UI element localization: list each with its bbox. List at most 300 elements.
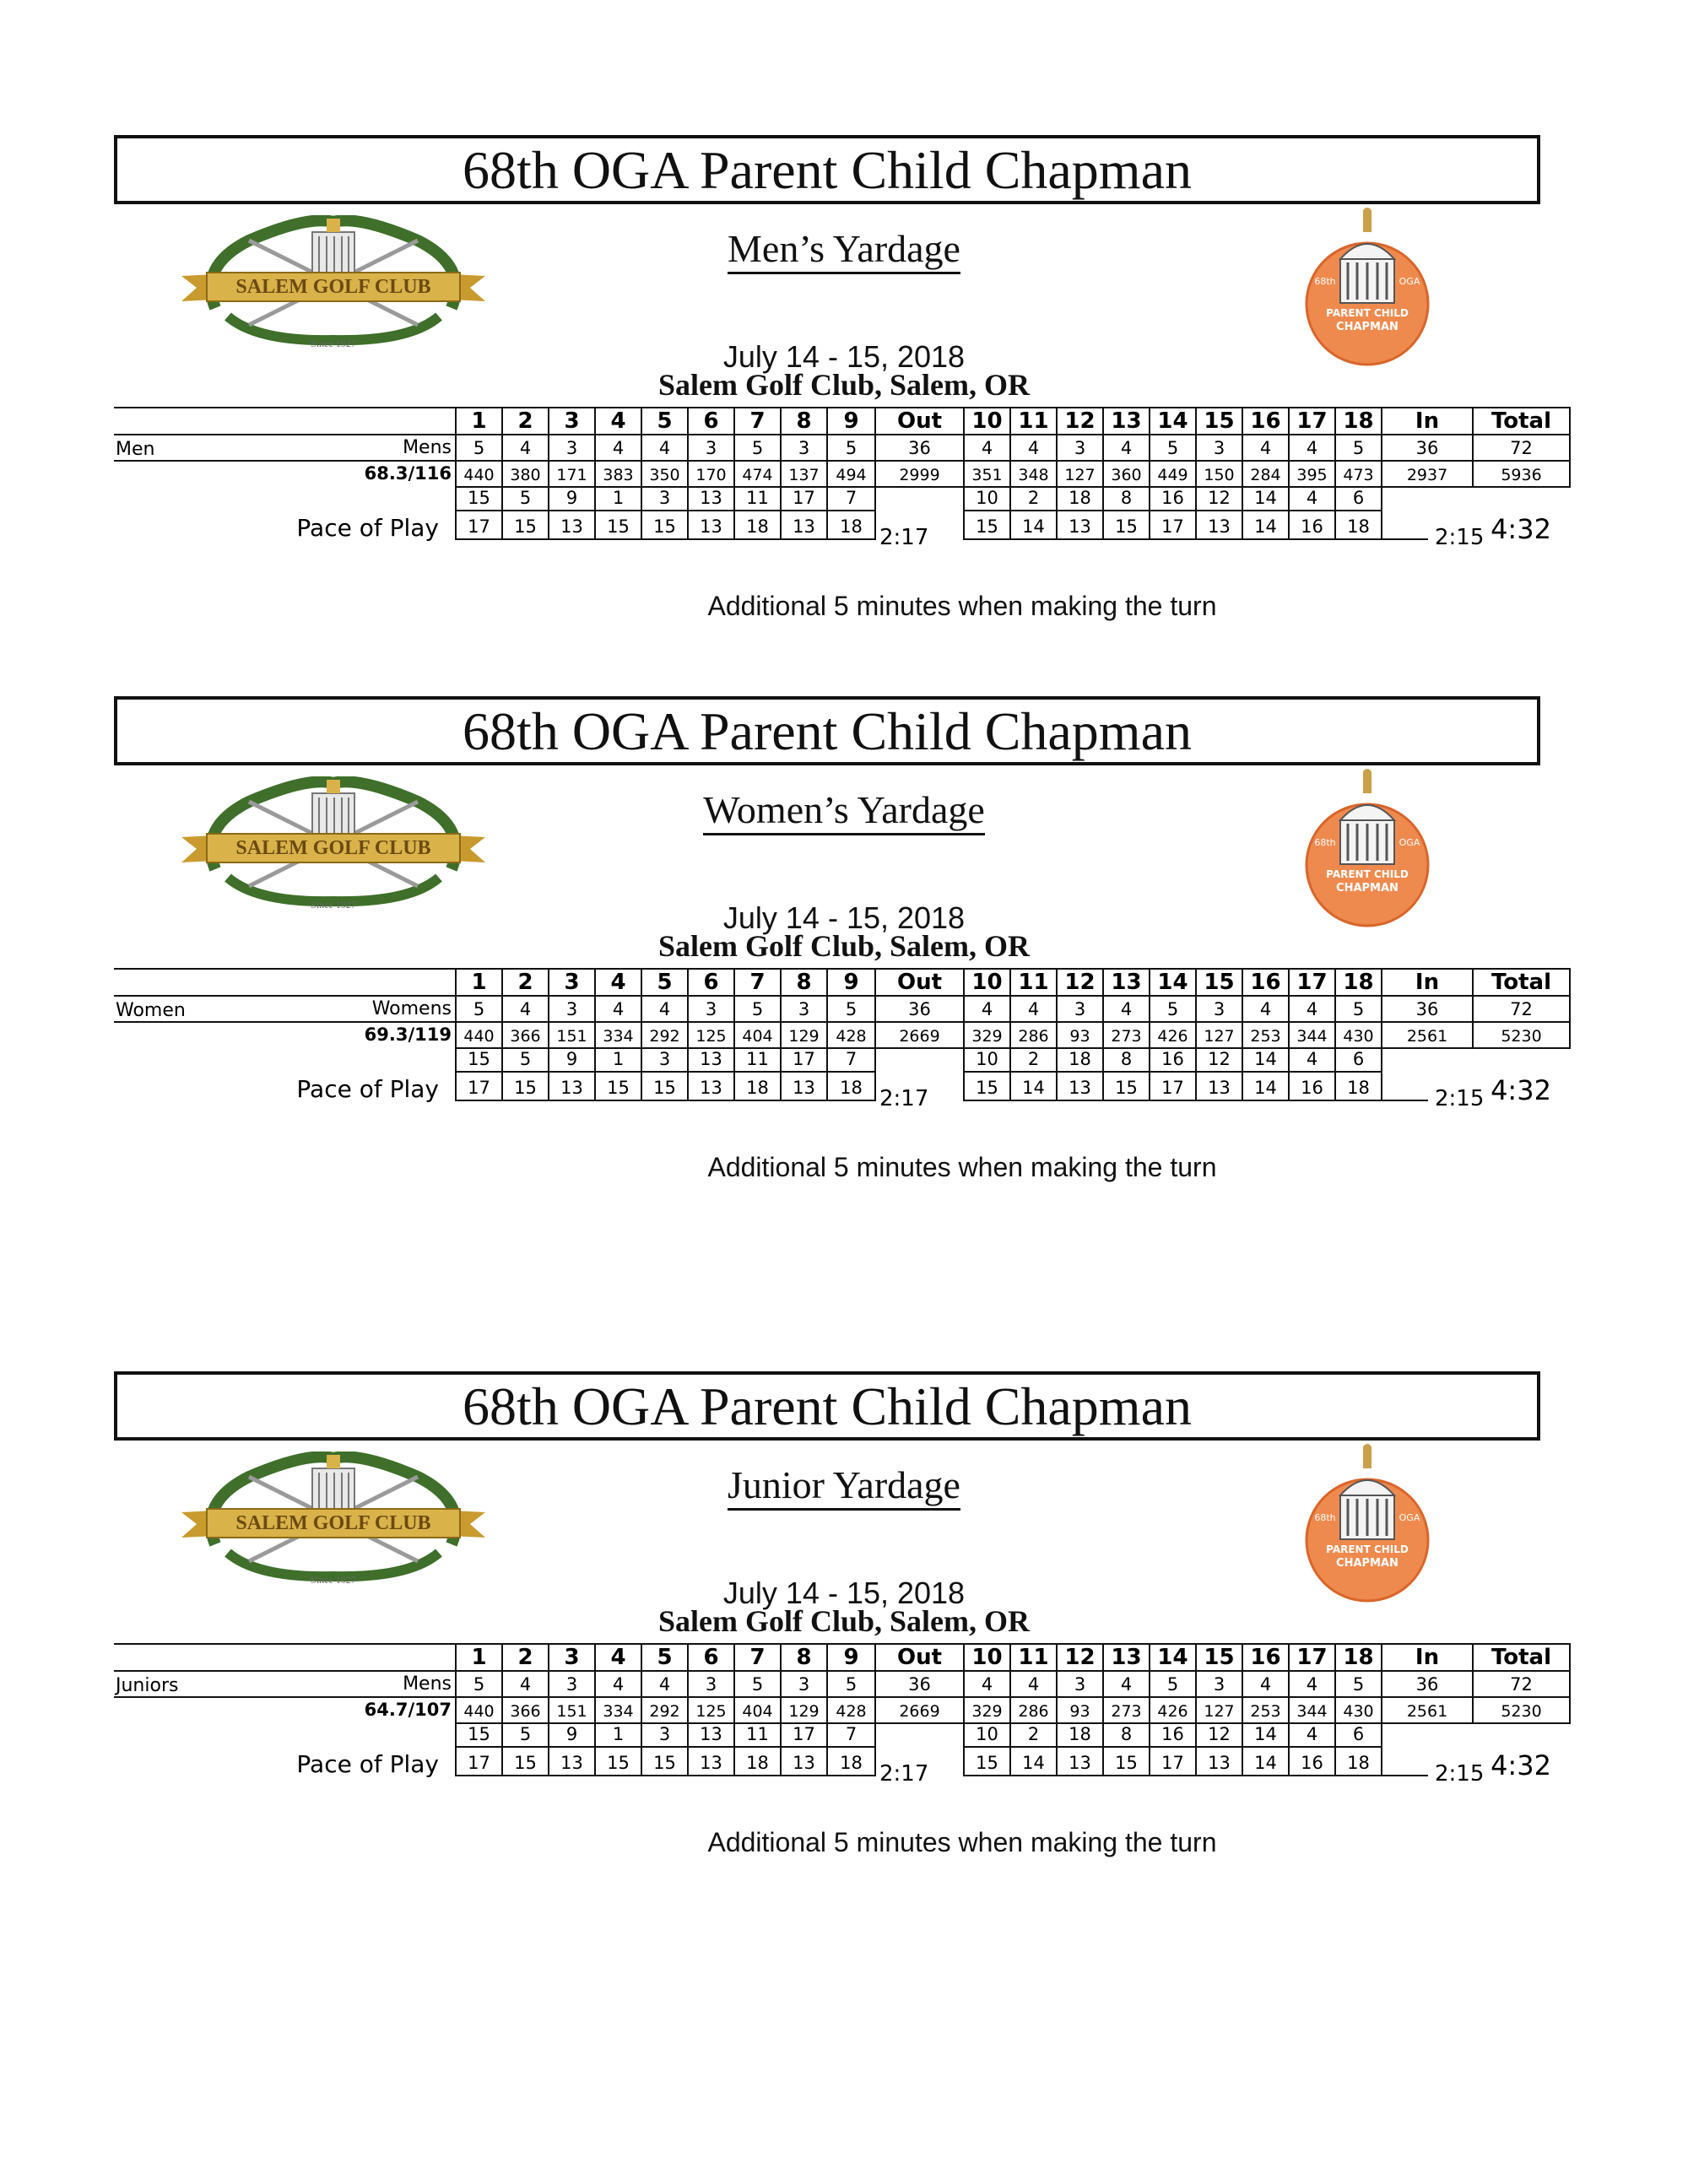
par-row-left-label: Women	[116, 1000, 186, 1021]
yardage-cell: 127	[1064, 466, 1096, 484]
par-cell: 5	[751, 1674, 764, 1695]
par-cell: 5	[751, 438, 764, 458]
pace-cell: 13	[1208, 1078, 1231, 1098]
pace-cell: 15	[653, 1078, 676, 1098]
yardage-cell: 348	[1018, 466, 1049, 484]
yardage-cell: 253	[1250, 1702, 1281, 1721]
par-cell: 72	[1510, 999, 1533, 1019]
pace-cell: 16	[1301, 516, 1323, 537]
pace-cell: 18	[1347, 1078, 1370, 1098]
yardage-section-junior	[0, 1371, 1688, 2030]
logo-since: Since 1927	[311, 1574, 356, 1586]
pace-cell: 15	[976, 1078, 998, 1098]
hole-header-cell: 17	[1296, 970, 1328, 995]
yardage-cell: 93	[1069, 1702, 1090, 1721]
yardage-cell: 2561	[1406, 1702, 1448, 1721]
par-cell: 5	[473, 1674, 485, 1695]
par-cell: 4	[981, 438, 993, 458]
page-title: 68th OGA Parent Child Chapman	[114, 696, 1540, 765]
hole-header-cell: 11	[1018, 1645, 1049, 1670]
par-cell: 36	[1415, 438, 1439, 458]
par-cell: 5	[845, 438, 858, 458]
handicap-cell: 10	[976, 488, 998, 508]
handicap-cell: 6	[1352, 1049, 1365, 1069]
subtitle-text: Junior Yardage	[728, 1463, 960, 1511]
par-cell: 3	[1074, 1674, 1086, 1695]
yardage-cell: 334	[603, 1702, 634, 1721]
pace-cell: 14	[1022, 516, 1045, 537]
yardage-cell: 170	[695, 466, 727, 484]
logo-since: Since 1927	[311, 899, 356, 911]
pace-cell: 13	[560, 1753, 583, 1773]
yardage-cell: 253	[1250, 1027, 1281, 1046]
turn-note: Additional 5 minutes when making the turn	[707, 1827, 1217, 1857]
par-cell: 5	[845, 1674, 858, 1695]
handicap-cell: 8	[1120, 1724, 1133, 1744]
handicap-cell: 5	[519, 488, 532, 508]
yardage-cell: 474	[742, 466, 773, 484]
par-cell: 36	[1415, 999, 1439, 1019]
pace-cell: 18	[840, 1753, 863, 1773]
pace-cell: 15	[653, 516, 676, 537]
par-cell: 5	[1352, 1674, 1365, 1695]
handicap-cell: 11	[746, 488, 769, 508]
yardage-cell: 150	[1204, 466, 1235, 484]
par-cell: 72	[1510, 1674, 1533, 1695]
pace-in-time: 2:15	[1435, 1761, 1485, 1787]
pace-cell: 15	[976, 1753, 998, 1773]
hole-header-cell: 13	[1111, 1645, 1142, 1670]
par-cell: 4	[1259, 999, 1272, 1019]
hole-header-cell: 13	[1111, 970, 1142, 995]
event-date: July 14 - 15, 2018	[722, 900, 966, 935]
pace-of-play-label: Pace of Play	[296, 514, 439, 542]
logo-chapman: CHAPMAN	[1336, 321, 1399, 333]
yardage-cell: 430	[1343, 1027, 1374, 1046]
hole-header-cell: 10	[971, 1645, 1003, 1670]
handicap-cell: 4	[1306, 488, 1318, 508]
handicap-cell: 16	[1161, 1049, 1184, 1069]
par-cell: 4	[1027, 999, 1040, 1019]
handicap-cell: 1	[612, 488, 625, 508]
par-row-label: Mens	[403, 1673, 452, 1695]
pace-of-play-label: Pace of Play	[296, 1750, 439, 1778]
hole-header-cell: 15	[1204, 970, 1235, 995]
event-date: July 14 - 15, 2018	[722, 1576, 966, 1610]
section-subtitle	[506, 1462, 1182, 1507]
hole-header-cell: Out	[896, 970, 943, 995]
pace-cell: 13	[560, 516, 583, 537]
handicap-cell: 18	[1069, 1724, 1091, 1744]
hole-header-cell: 14	[1157, 408, 1188, 434]
yardage-cell: 2669	[899, 1702, 940, 1721]
hole-header-cell: 2	[517, 970, 533, 995]
par-cell: 4	[658, 1674, 671, 1695]
logo-parent-child: PARENT CHILD	[1326, 307, 1409, 319]
yardage-cell: 151	[556, 1702, 587, 1721]
hole-header-cell: 5	[657, 408, 673, 434]
par-cell: 4	[1306, 999, 1318, 1019]
par-cell: 3	[1074, 438, 1086, 458]
hole-header-cell: 6	[703, 408, 719, 434]
par-cell: 3	[1074, 999, 1086, 1019]
yardage-cell: 404	[742, 1702, 773, 1721]
par-cell: 5	[1166, 1674, 1179, 1695]
hole-header-cell: 3	[564, 970, 580, 995]
handicap-cell: 11	[746, 1724, 769, 1744]
yardage-cell: 380	[510, 466, 541, 484]
yardage-cell: 2561	[1406, 1027, 1448, 1046]
par-cell: 3	[1213, 1674, 1225, 1695]
logo-chapman: CHAPMAN	[1336, 1557, 1399, 1570]
pace-cell: 14	[1254, 1078, 1277, 1098]
pace-cell: 13	[793, 1753, 815, 1773]
pace-cell: 16	[1301, 1753, 1323, 1773]
par-cell: 36	[1415, 1674, 1439, 1695]
handicap-cell: 9	[565, 1724, 578, 1744]
handicap-cell: 10	[976, 1724, 998, 1744]
yardage-cell: 286	[1018, 1027, 1049, 1046]
yardage-cell: 360	[1111, 466, 1142, 484]
par-row-left-label: Juniors	[116, 1675, 179, 1696]
yardage-cell: 344	[1296, 1702, 1328, 1721]
hole-header-cell: In	[1415, 1645, 1440, 1670]
salem-golf-club-logo	[181, 215, 485, 350]
hole-header-cell: 15	[1204, 1645, 1235, 1670]
handicap-cell: 18	[1069, 1049, 1091, 1069]
handicap-cell: 6	[1352, 488, 1365, 508]
par-cell: 5	[473, 438, 485, 458]
hole-header-cell: 3	[564, 408, 580, 434]
hole-header-cell: 6	[703, 970, 719, 995]
logo-parent-child: PARENT CHILD	[1326, 868, 1409, 880]
hole-header-cell: 1	[471, 408, 487, 434]
handicap-cell: 7	[845, 1049, 858, 1069]
handicap-cell: 17	[793, 1724, 815, 1744]
par-cell: 5	[845, 999, 858, 1019]
pace-cell: 15	[607, 1753, 630, 1773]
yardage-cell: 5230	[1501, 1027, 1542, 1046]
pace-cell: 13	[1208, 516, 1231, 537]
yardage-cell: 430	[1343, 1702, 1374, 1721]
yardage-cell: 426	[1157, 1027, 1188, 1046]
hole-header-cell: 10	[971, 408, 1003, 434]
yardage-cell: 127	[1204, 1027, 1235, 1046]
logo-chapman: CHAPMAN	[1336, 882, 1399, 895]
par-row-label: Womens	[371, 998, 452, 1019]
par-cell: 4	[519, 1674, 532, 1695]
hole-header-cell: 2	[517, 408, 533, 434]
hole-header-cell: 5	[657, 1645, 673, 1670]
handicap-cell: 16	[1161, 488, 1184, 508]
logo-since: Since 1927	[311, 338, 356, 349]
logo-text: SALEM GOLF CLUB	[235, 1512, 431, 1534]
handicap-cell: 14	[1254, 1724, 1277, 1744]
par-cell: 3	[798, 438, 810, 458]
oga-parent-child-chapman-logo	[1291, 768, 1443, 928]
logo-parent-child: PARENT CHILD	[1326, 1543, 1409, 1555]
event-venue: Salem Golf Club, Salem, OR	[657, 929, 1030, 963]
par-cell: 4	[658, 999, 671, 1019]
hole-header-cell: 3	[564, 1645, 580, 1670]
pace-cell: 15	[514, 1753, 537, 1773]
par-cell: 4	[519, 999, 532, 1019]
handicap-cell: 18	[1069, 488, 1091, 508]
handicap-cell: 16	[1161, 1724, 1184, 1744]
pace-of-play-label: Pace of Play	[296, 1075, 439, 1103]
par-cell: 3	[705, 438, 717, 458]
par-cell: 5	[473, 999, 485, 1019]
hole-header-cell: 1	[471, 970, 487, 995]
yardage-cell: 286	[1018, 1702, 1049, 1721]
turn-note: Additional 5 minutes when making the turn	[707, 591, 1217, 621]
pace-cell: 13	[560, 1078, 583, 1098]
hole-header-cell: 9	[843, 970, 859, 995]
par-cell: 5	[1166, 438, 1179, 458]
pace-cell: 13	[793, 1078, 815, 1098]
par-cell: 36	[908, 999, 931, 1019]
handicap-cell: 15	[468, 488, 490, 508]
yardage-cell: 366	[510, 1027, 541, 1046]
par-cell: 4	[1259, 438, 1272, 458]
section-subtitle	[506, 226, 1182, 271]
yardage-cell: 428	[836, 1027, 867, 1046]
handicap-cell: 1	[612, 1049, 625, 1069]
handicap-cell: 2	[1027, 1724, 1040, 1744]
handicap-cell: 13	[700, 1724, 722, 1744]
handicap-cell: 3	[658, 1049, 671, 1069]
hole-header-cell: 12	[1064, 970, 1096, 995]
yardage-cell: 473	[1343, 466, 1374, 484]
yardage-cell: 292	[649, 1027, 680, 1046]
par-cell: 3	[1213, 438, 1225, 458]
pace-cell: 15	[514, 516, 537, 537]
pace-cell: 15	[607, 1078, 630, 1098]
handicap-cell: 7	[845, 1724, 858, 1744]
yardage-cell: 129	[788, 1702, 820, 1721]
yardage-cell: 440	[463, 466, 495, 484]
pace-cell: 15	[1115, 1753, 1138, 1773]
yardage-cell: 426	[1157, 1702, 1188, 1721]
yardage-cell: 284	[1250, 466, 1281, 484]
pace-cell: 13	[700, 516, 722, 537]
yardage-cell: 137	[788, 466, 820, 484]
pace-cell: 16	[1301, 1078, 1323, 1098]
yardage-cell: 171	[556, 466, 587, 484]
par-cell: 4	[1306, 1674, 1318, 1695]
par-cell: 3	[705, 1674, 717, 1695]
handicap-cell: 17	[793, 1049, 815, 1069]
handicap-cell: 6	[1352, 1724, 1365, 1744]
pace-in-time: 2:15	[1435, 525, 1485, 550]
handicap-cell: 3	[658, 488, 671, 508]
par-cell: 5	[751, 999, 764, 1019]
par-cell: 5	[1352, 438, 1365, 458]
handicap-cell: 12	[1208, 488, 1231, 508]
handicap-cell: 15	[468, 1049, 490, 1069]
par-cell: 5	[1352, 999, 1365, 1019]
hole-header-cell: 2	[517, 1645, 533, 1670]
handicap-cell: 2	[1027, 488, 1040, 508]
par-cell: 72	[1510, 438, 1533, 458]
oga-parent-child-chapman-logo	[1291, 207, 1443, 367]
hole-header-cell: 9	[843, 408, 859, 434]
yardage-cell: 2669	[899, 1027, 940, 1046]
hole-header-cell: 12	[1064, 1645, 1096, 1670]
par-cell: 4	[612, 999, 625, 1019]
hole-header-cell: 14	[1157, 970, 1188, 995]
pace-cell: 18	[746, 1753, 769, 1773]
pace-cell: 13	[1069, 516, 1091, 537]
handicap-cell: 5	[519, 1049, 532, 1069]
yardage-cell: 292	[649, 1702, 680, 1721]
oga-parent-child-chapman-logo	[1291, 1443, 1443, 1603]
hole-header-cell: 16	[1250, 970, 1281, 995]
pace-cell: 15	[514, 1078, 537, 1098]
hole-header-cell: 13	[1111, 408, 1142, 434]
hole-header-cell: Total	[1491, 1645, 1552, 1670]
yardage-cell: 428	[836, 1702, 867, 1721]
pace-cell: 17	[468, 516, 490, 537]
hole-header-cell: 8	[796, 408, 812, 434]
yardage-cell: 350	[649, 466, 680, 484]
pace-cell: 13	[1208, 1753, 1231, 1773]
logo-text: SALEM GOLF CLUB	[235, 276, 431, 298]
hole-header-cell: 1	[471, 1645, 487, 1670]
yardage-cell: 329	[971, 1702, 1003, 1721]
par-cell: 4	[1027, 438, 1040, 458]
par-cell: 5	[1166, 999, 1179, 1019]
handicap-cell: 12	[1208, 1724, 1231, 1744]
par-row-label: Mens	[403, 437, 452, 458]
par-cell: 3	[565, 1674, 578, 1695]
par-cell: 36	[908, 438, 931, 458]
par-cell: 4	[1120, 438, 1133, 458]
subtitle-text: Women’s Yardage	[703, 788, 985, 835]
yardage-cell: 395	[1296, 466, 1328, 484]
par-cell: 3	[1213, 999, 1225, 1019]
handicap-cell: 11	[746, 1049, 769, 1069]
course-rating: 68.3/116	[364, 463, 452, 484]
yardage-cell: 329	[971, 1027, 1003, 1046]
yardage-section-men	[0, 135, 1688, 793]
logo-oga: OGA	[1399, 276, 1420, 287]
pace-total-time: 4:32	[1491, 513, 1551, 545]
pace-cell: 14	[1254, 516, 1277, 537]
pace-cell: 18	[1347, 516, 1370, 537]
hole-header-cell: 5	[657, 970, 673, 995]
yardage-cell: 5936	[1501, 466, 1542, 484]
course-rating: 64.7/107	[364, 1700, 452, 1720]
scorecard-table	[0, 1637, 1688, 1819]
par-cell: 36	[908, 1674, 931, 1695]
yardage-cell: 129	[788, 1027, 820, 1046]
yardage-cell: 351	[971, 466, 1003, 484]
par-cell: 3	[705, 999, 717, 1019]
hole-header-cell: 7	[749, 1645, 766, 1670]
pace-total-time: 4:32	[1491, 1749, 1551, 1781]
handicap-cell: 12	[1208, 1049, 1231, 1069]
page-title: 68th OGA Parent Child Chapman	[114, 135, 1540, 204]
pace-cell: 17	[1161, 1753, 1184, 1773]
yardage-cell: 440	[463, 1027, 495, 1046]
pace-cell: 14	[1254, 1753, 1277, 1773]
pace-total-time: 4:32	[1491, 1074, 1551, 1106]
pace-cell: 15	[653, 1753, 676, 1773]
hole-header-cell: 4	[610, 408, 626, 434]
hole-header-cell: 8	[796, 970, 812, 995]
pace-cell: 17	[1161, 516, 1184, 537]
hole-header-cell: 7	[749, 970, 766, 995]
pace-cell: 15	[976, 516, 998, 537]
handicap-cell: 15	[468, 1724, 490, 1744]
salem-golf-club-logo	[181, 1451, 485, 1587]
yardage-cell: 5230	[1501, 1702, 1542, 1721]
yardage-cell: 2937	[1406, 466, 1448, 484]
hole-header-cell: Total	[1491, 970, 1552, 995]
par-cell: 4	[658, 438, 671, 458]
scorecard-table	[0, 401, 1688, 582]
pace-cell: 13	[700, 1078, 722, 1098]
salem-golf-club-logo	[181, 776, 485, 911]
handicap-cell: 13	[700, 488, 722, 508]
hole-header-cell: 11	[1018, 970, 1049, 995]
pace-cell: 14	[1022, 1753, 1045, 1773]
par-cell: 4	[981, 999, 993, 1019]
hole-header-cell: Out	[896, 408, 943, 434]
hole-header-cell: 6	[703, 1645, 719, 1670]
handicap-cell: 7	[845, 488, 858, 508]
par-cell: 4	[612, 438, 625, 458]
turn-note: Additional 5 minutes when making the turn	[707, 1152, 1217, 1182]
hole-header-cell: 9	[843, 1645, 859, 1670]
pace-cell: 18	[746, 1078, 769, 1098]
hole-header-cell: 18	[1343, 970, 1374, 995]
pace-cell: 15	[1115, 516, 1138, 537]
logo-oga: OGA	[1399, 1512, 1420, 1523]
handicap-cell: 2	[1027, 1049, 1040, 1069]
yardage-cell: 151	[556, 1027, 587, 1046]
handicap-cell: 8	[1120, 1049, 1133, 1069]
par-cell: 3	[798, 999, 810, 1019]
course-rating: 69.3/119	[364, 1024, 452, 1045]
yardage-cell: 344	[1296, 1027, 1328, 1046]
hole-header-cell: 8	[796, 1645, 812, 1670]
handicap-cell: 14	[1254, 1049, 1277, 1069]
hole-header-cell: 16	[1250, 1645, 1281, 1670]
pace-cell: 13	[1069, 1078, 1091, 1098]
yardage-cell: 440	[463, 1702, 495, 1721]
yardage-cell: 494	[836, 466, 867, 484]
event-venue: Salem Golf Club, Salem, OR	[657, 368, 1030, 402]
pace-cell: 15	[607, 516, 630, 537]
yardage-cell: 383	[603, 466, 634, 484]
pace-cell: 18	[840, 516, 863, 537]
yardage-cell: 449	[1157, 466, 1188, 484]
handicap-cell: 9	[565, 488, 578, 508]
subtitle-text: Men’s Yardage	[728, 227, 960, 274]
par-cell: 4	[981, 1674, 993, 1695]
handicap-cell: 1	[612, 1724, 625, 1744]
handicap-cell: 10	[976, 1049, 998, 1069]
pace-cell: 13	[793, 516, 815, 537]
hole-header-cell: 11	[1018, 408, 1049, 434]
hole-header-cell: 15	[1204, 408, 1235, 434]
section-subtitle	[506, 787, 1182, 832]
handicap-cell: 14	[1254, 488, 1277, 508]
event-date: July 14 - 15, 2018	[722, 339, 966, 374]
par-cell: 4	[519, 438, 532, 458]
